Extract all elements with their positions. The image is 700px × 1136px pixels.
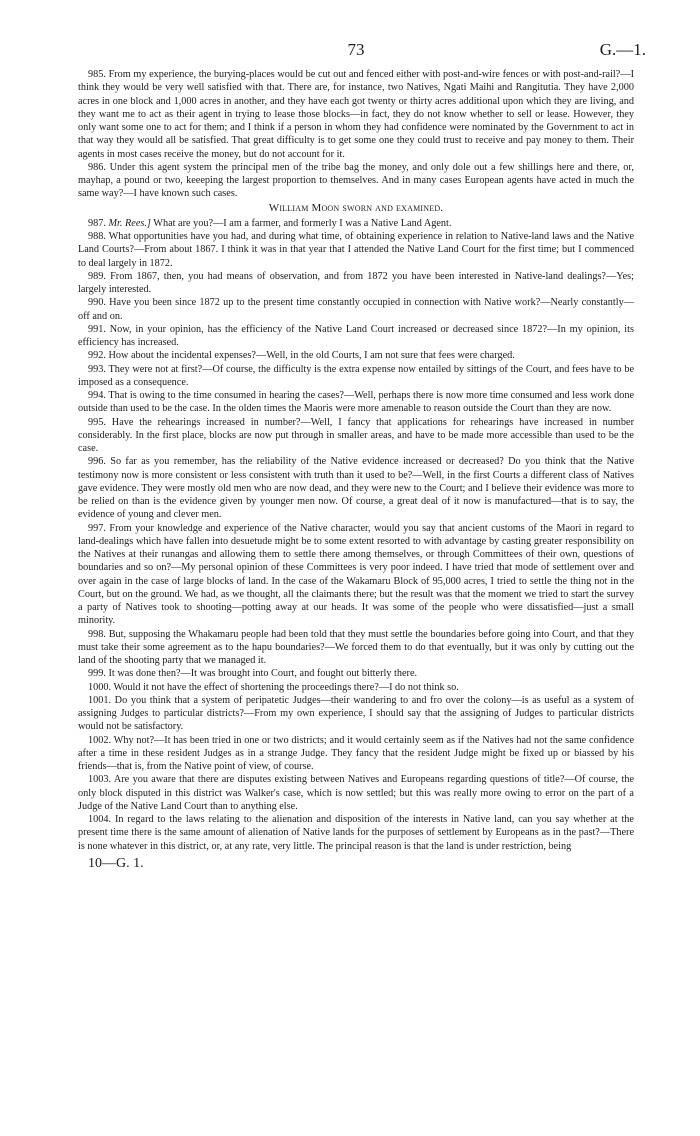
paragraph-994: 994. That is owing to the time consumed in hearing the cases?—Well, perhaps there is now more time consumed and less work done outside than used to be the case. In the olden times the Maoris were more amenable to reason outside the Court than they are now. (78, 390, 634, 415)
paragraph-1001: 1001. Do you think that a system of peripatetic Judges—their wandering to and fro over the colony—is as useful as a system of assigning Judges to particular districts?—From my own experience, I should say that the assigning of Judges to particular districts would not be satisfactory. (78, 694, 634, 733)
page-header (78, 38, 646, 64)
paragraph-985: 985. From my experience, the burying-places would be cut out and fenced either with post-and-wire fences or with post-and-rail?—I think they would be very well satisfied with that. There are, for instance, two Natives, Ngati Maihi and Rangitutia. They have 2,000 acres in one block and 1,000 acres in another, and they have each got twenty or thirty acres additional upon which they are living, and they want me to act as their agent in trying to lease those blocks—in fact, they do not know whether to sell or lease. However, they only want some one to act for them; and I think if a person in whom they had confidence were nominated by the Government to act in that way they would all be satisfied. That great difficulty is to get some one they could trust to receive and pay money to them. Their agents in most cases receive the money, but do not account for it. (78, 69, 634, 160)
paragraph-995: 995. Have the rehearings increased in number?—Well, I fancy that applications for rehearings have increased in number considerably. In the first place, blocks are now put through in smaller areas, and have to be made more accessible than used to be the case. (78, 416, 634, 454)
paragraph-992: 992. How about the incidental expenses?—Well, in the old Courts, I am not sure that fees were charged. (88, 350, 515, 362)
question-number: 987. (88, 217, 106, 229)
paragraph-989: 989. From 1867, then, you had means of observation, and from 1872 you have been interested in Native-land dealings?—Yes; largely interested. (78, 270, 634, 295)
paragraph-998: 998. But, supposing the Whakamaru people had been told that they must settle the boundaries before going into Court, and that they must take their some agreement as to the hapu boundaries?—We forced them to do that eventually, but it was only by cutting out the land of the shooting party that we managed it. (78, 628, 634, 666)
document-code: G.—1. (599, 40, 646, 59)
speaker-name: Mr. Rees.] (108, 217, 151, 229)
paragraph-991: 991. Now, in your opinion, has the efficiency of the Native Land Court increased or decreased since 1872?—In my opinion, its efficiency has increased. (78, 323, 634, 348)
paragraph-1002: 1002. Why not?—It has been tried in one or two districts; and it would certainly seem as if the Natives had not the same confidence after a time in these resident Judges as in a strange Judge. They fancy that the resident Judge might be fixed up or biassed by his friends—that is, from the Native point of view, of course. (78, 734, 634, 772)
paragraph-996: 996. So far as you remember, has the reliability of the Native evidence increased or decreased? Do you think that the Native testimony now is more consistent or less consistent with truth than it used to be?—Well, in the first Courts a different class of Natives gave evidence. They were mostly old men who are now dead, and they were new to the Court; and I believe their evidence was more to be relied on than is the evidence given by younger men now. Of course, a great deal of it now is manufactured—that is to say, the evidence of young and clever men. (78, 456, 634, 521)
paragraph-1004: 1004. In regard to the laws relating to the alienation and disposition of the interests in Native land, can you say whether at the present time there is the same amount of alienation of Native lands for the purposes of settlement by Europeans as in the past?—There is none whatever in this district, or, at any rate, very little. The principal reason is that the land is under restriction, being (78, 814, 634, 852)
paragraph-997: 997. From your knowledge and experience of the Native character, would you say that ancient customs of the Maori in regard to land-dealings which have fallen into desuetude might be to some extent resorted to with advantage by casting greater responsibility on the Natives at their runangas and allowing them to settle there among themselves, or through Committees of their own, questions of boundaries and so on?—My personal opinion of these Committees is very poor indeed. I have tried that mode of settlement over and over again in the case of large blocks of land. In the case of the Wakamaru Block of 95,000 acres, I tried to settle the thing not in the Court, but on the ground. We had, as we thought, all the claimants there; but the result was that the moment we tried to start the survey a party of Natives took to shooting—potting away at our heads. It was some of the people who were dissatisfied—just a small minority. (78, 522, 634, 627)
paragraph-993: 993. They were not at first?—Of course, the difficulty is the extra expense now entailed by sittings of the Court, and fees have to be imposed as a consequence. (78, 363, 634, 388)
witness-heading: William Moon sworn and examined. (268, 201, 444, 214)
question-text: What are you?—I am a farmer, and formerly I was a Native Land Agent. (150, 217, 452, 229)
paragraph-1003: 1003. Are you aware that there are disputes existing between Natives and Europeans regarding questions of title?—Of course, the only block disputed in this district was Walker's case, which is now settled; but this was really more owing to error on the part of a Judge of the Native Land Court than to anything else. (78, 774, 634, 812)
document-page (78, 38, 646, 872)
paragraph-999: 999. It was done then?—It was brought into Court, and fought out bitterly there. (88, 668, 418, 680)
page-number: 73 (347, 40, 365, 59)
paragraph-1000: 1000. Would it not have the effect of shortening the proceedings there?—I do not think so. (88, 681, 459, 693)
body-text (78, 68, 634, 853)
paragraph-987 (78, 217, 634, 230)
signature-mark: 10—G. 1. (88, 855, 144, 871)
paragraph-986: 986. Under this agent system the principal men of the tribe bag the money, and only dole out a few shillings here and there, or, mayhap, a pound or two, keeeping the largest proportion to themselves. And in many cases European agents have acted in much the same way?—I have known such cases. (78, 161, 634, 200)
paragraph-990: 990. Have you been since 1872 up to the present time constantly occupied in connection with Native work?—Nearly constantly—off and on. (78, 297, 634, 322)
paragraph-988: 988. What opportunities have you had, and during what time, of obtaining experience in relation to Native-land laws and the Native Land Courts?—From about 1867. I think it was in that year that I attended the Native Land Court for the first time; but I commenced to deal largely in 1872. (78, 231, 634, 269)
